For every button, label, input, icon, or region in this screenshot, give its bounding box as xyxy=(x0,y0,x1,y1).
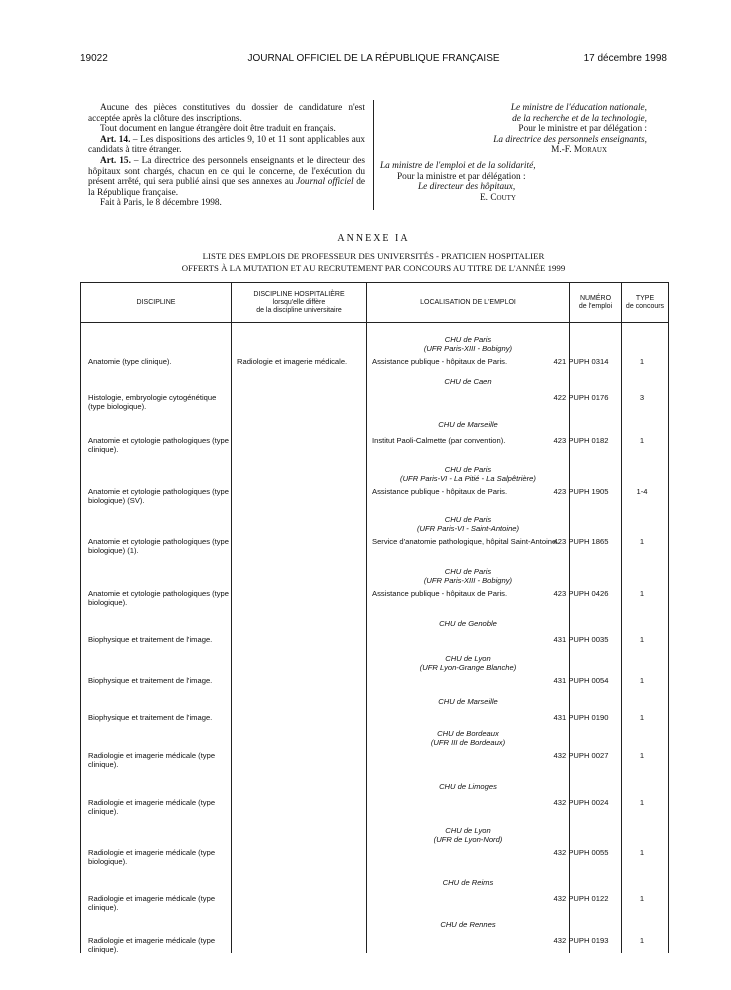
ufr-subheading: (UFR Paris-XIII - Bobigny) xyxy=(423,576,513,585)
header-hosp-line-3: de la discipline universitaire xyxy=(256,306,342,314)
annexe-title-line-1: LISTE DES EMPLOIS DE PROFESSEUR DES UNIVERSITÉS - PRATICIEN HOSPITALIER xyxy=(202,251,545,261)
cell-discipline: Biophysique et traitement de l'image. xyxy=(88,635,213,644)
cell-discipline: Biophysique et traitement de l'image. xyxy=(88,676,213,685)
cell-type: 1 xyxy=(639,589,645,598)
cell-discipline-hospitaliere: Radiologie et imagerie médicale. xyxy=(237,357,348,366)
header-discipline: DISCIPLINE xyxy=(136,298,176,306)
header-numero-line-1: NUMÉRO xyxy=(579,294,612,302)
header-hosp-line-1: DISCIPLINE HOSPITALIÈRE xyxy=(253,290,345,298)
cell-type: 1 xyxy=(639,436,645,445)
cell-numero: 432 PUPH 0193 xyxy=(553,936,609,945)
cell-localisation: Assistance publique - hôpitaux de Paris. xyxy=(372,487,508,496)
cell-type: 1 xyxy=(639,713,645,722)
header-type-line-1: TYPE xyxy=(635,294,655,302)
cell-localisation: Institut Paoli-Calmette (par convention). xyxy=(372,436,506,445)
cell-type: 1 xyxy=(639,635,645,644)
cell-localisation: Assistance publique - hôpitaux de Paris. xyxy=(372,589,508,598)
column-divider xyxy=(373,100,374,210)
article-14 xyxy=(88,135,365,156)
cell-numero: 431 PUPH 0035 xyxy=(553,635,609,644)
cell-numero: 423 PUPH 0182 xyxy=(553,436,609,445)
cell-type: 1 xyxy=(639,798,645,807)
cell-type: 1 xyxy=(639,751,645,760)
cell-type: 1 xyxy=(639,848,645,857)
ufr-subheading: (UFR de Lyon-Nord) xyxy=(433,835,503,844)
article-14-text: – Les dispositions des articles 9, 10 et 11 sont applicables aux candidats à titre étranger. xyxy=(88,134,365,156)
cell-type: 3 xyxy=(639,393,645,402)
cell-numero: 432 PUPH 0024 xyxy=(553,798,609,807)
cell-numero: 422 PUPH 0176 xyxy=(553,393,609,402)
article-15 xyxy=(88,156,365,198)
cell-discipline: Radiologie et imagerie médicale (type biologique). xyxy=(88,848,216,866)
signature-2-delegation: Pour la ministre et par délégation : xyxy=(397,171,526,182)
article-14-label: Art. 14. xyxy=(100,134,131,145)
cell-discipline: Radiologie et imagerie médicale (type clinique). xyxy=(88,751,216,769)
cell-numero: 432 PUPH 0027 xyxy=(553,751,609,760)
issue-date: 17 décembre 1998 xyxy=(583,53,667,64)
ufr-subheading: (UFR Paris-VI - Saint-Antoine) xyxy=(416,524,520,533)
signature-1-delegation: Pour le ministre et par délégation : xyxy=(518,124,647,135)
cell-type: 1 xyxy=(639,357,645,366)
chu-heading: CHU de Lyon xyxy=(445,826,491,835)
cell-discipline: Radiologie et imagerie médicale (type clinique). xyxy=(88,936,216,954)
header-numero xyxy=(570,283,621,322)
chu-heading: CHU de Marseille xyxy=(438,697,498,706)
header-hosp-line-2: lorsqu'elle diffère xyxy=(272,298,326,306)
cell-discipline: Radiologie et imagerie médicale (type clinique). xyxy=(88,894,216,912)
header-localisation: LOCALISATION DE L'EMPLOI xyxy=(420,298,516,306)
chu-heading: CHU de Caen xyxy=(444,377,492,386)
article-15-text-a: – La directrice des personnels enseignants et le directeur des hôpitaux sont chargés, chacun en ce qui le concerne, de l'exécution du présent arrêté, qui sera publié ainsi que ses annexes au xyxy=(88,155,365,188)
signature-1-title: Le ministre de l'éducation nationale, xyxy=(510,103,647,113)
journal-officiel-ref: Journal officiel xyxy=(296,177,354,188)
signature-1-role: La directrice des personnels enseignants, xyxy=(493,134,647,145)
header-discipline-hospitaliere xyxy=(232,283,366,322)
column-rule xyxy=(366,283,367,953)
chu-heading: CHU de Rennes xyxy=(440,920,496,929)
chu-heading: CHU de Limoges xyxy=(439,782,497,791)
signature-block xyxy=(380,103,667,203)
cell-numero: 432 PUPH 0055 xyxy=(553,848,609,857)
annexe-title-line-2: OFFERTS À LA MUTATION ET AU RECRUTEMENT PAR CONCOURS AU TITRE DE L'ANNÉE 1999 xyxy=(181,263,566,273)
header-numero-line-2: de l'emploi xyxy=(578,302,613,310)
cell-type: 1 xyxy=(639,676,645,685)
cell-discipline: Anatomie et cytologie pathologiques (type biologique) (SV). xyxy=(88,487,229,505)
chu-heading: CHU de Paris xyxy=(444,465,492,474)
page-header xyxy=(80,53,667,67)
cell-discipline: Anatomie et cytologie pathologiques (type biologique) (1). xyxy=(88,537,229,555)
cell-numero: 423 PUPH 0426 xyxy=(553,589,609,598)
cell-discipline: Histologie, embryologie cytogénétique (type biologique). xyxy=(88,393,217,411)
cell-numero: 432 PUPH 0122 xyxy=(553,894,609,903)
signature-1-name: M.-F. Moraux xyxy=(551,145,607,156)
signature-2-role: Le directeur des hôpitaux, xyxy=(418,182,516,193)
cell-discipline: Anatomie et cytologie pathologiques (type clinique). xyxy=(88,436,229,454)
cell-discipline: Anatomie et cytologie pathologiques (type biologique). xyxy=(88,589,229,607)
cell-type: 1 xyxy=(639,936,645,945)
chu-heading: CHU de Reims xyxy=(442,878,494,887)
header-type-line-2: de concours xyxy=(625,302,665,310)
signature-2-name: E. Couty xyxy=(480,192,516,203)
signature-2-title: La ministre de l'emploi et de la solidarité, xyxy=(380,160,536,171)
chu-heading: CHU de Paris xyxy=(444,567,492,576)
cell-type: 1 xyxy=(639,894,645,903)
page-number: 19022 xyxy=(80,53,108,64)
chu-heading: CHU de Bordeaux xyxy=(437,729,499,738)
chu-heading: CHU de Paris xyxy=(444,335,492,344)
posts-table xyxy=(80,282,669,953)
article-15-text-b: de la République française. xyxy=(88,177,365,198)
cell-type: 1 xyxy=(639,537,645,546)
left-text-column xyxy=(88,103,365,209)
cell-localisation: Service d'anatomie pathologique, hôpital Saint-Antoine. xyxy=(372,537,559,546)
chu-heading: CHU de Genoble xyxy=(439,619,497,628)
paragraph-traduction: Tout document en langue étrangère doit être traduit en français. xyxy=(100,124,336,135)
ufr-subheading: (UFR Paris-XIII - Bobigny) xyxy=(423,344,513,353)
header-rule xyxy=(81,322,668,323)
header-type xyxy=(622,283,668,322)
chu-heading: CHU de Marseille xyxy=(438,420,498,429)
chu-heading: CHU de Lyon xyxy=(445,654,491,663)
cell-numero: 431 PUPH 0054 xyxy=(553,676,609,685)
cell-numero: 431 PUPH 0190 xyxy=(553,713,609,722)
ufr-subheading: (UFR Lyon-Grange Blanche) xyxy=(419,663,517,672)
article-15-label: Art. 15. xyxy=(100,155,131,166)
cell-discipline: Biophysique et traitement de l'image. xyxy=(88,713,213,722)
ufr-subheading: (UFR III de Bordeaux) xyxy=(430,738,506,747)
chu-heading: CHU de Paris xyxy=(444,515,492,524)
cell-localisation: Assistance publique - hôpitaux de Paris. xyxy=(372,357,508,366)
signature-1-title-2: de la recherche et de la technologie, xyxy=(512,113,647,124)
cell-numero: 423 PUPH 1905 xyxy=(553,487,609,496)
cell-discipline: Radiologie et imagerie médicale (type clinique). xyxy=(88,798,216,816)
ufr-subheading: (UFR Paris-VI - La Pitié - La Salpêtrière) xyxy=(400,474,536,483)
cell-numero: 423 PUPH 1865 xyxy=(553,537,609,546)
paragraph-dossier: Aucune des pièces constitutives du dossier de candidature n'est acceptée après la clôture des inscriptions. xyxy=(88,103,365,124)
cell-type: 1-4 xyxy=(636,487,648,496)
closing-line: Fait à Paris, le 8 décembre 1998. xyxy=(100,198,222,209)
cell-numero: 421 PUPH 0314 xyxy=(553,357,609,366)
annexe-label: ANNEXE IA xyxy=(337,233,410,244)
journal-title: JOURNAL OFFICIEL DE LA RÉPUBLIQUE FRANÇAISE xyxy=(247,53,500,64)
cell-discipline: Anatomie (type clinique). xyxy=(88,357,172,366)
